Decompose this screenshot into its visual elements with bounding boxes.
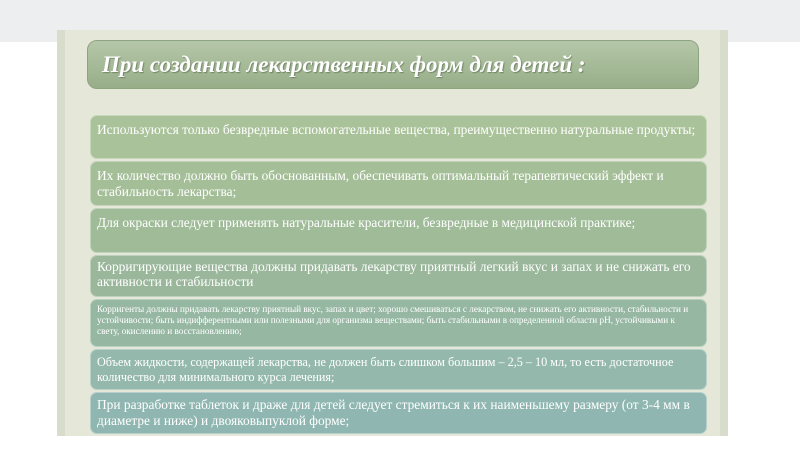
list-item (90, 208, 707, 253)
list-item-text: Объем жидкости, содержащей лекарства, не должен быть слишком большим – 2,5 – 10 мл, то есть достаточное количество для минимального курса лечения; (97, 355, 674, 384)
list-item-text: Для окраски следует применять натуральные красители, безвредные в медицинской практике; (97, 215, 636, 230)
list-item (90, 161, 707, 206)
list-item (90, 115, 707, 159)
slide-title: При создании лекарственных форм для детей : (102, 51, 586, 77)
slide-background (65, 30, 720, 436)
list-item-text: Используются только безвредные вспомогательные вещества, преимущественно натуральные продукты; (97, 122, 696, 137)
slide-title-bar (87, 40, 699, 89)
list-item-text: При разработке таблеток и драже для детей следует стремиться к их наименьшему размеру (от 3-4 мм в диаметре и ниже) и двояковыпуклой форме; (97, 397, 690, 428)
list-item (90, 255, 707, 297)
list-item (90, 299, 707, 347)
list-item (90, 349, 707, 390)
presentation-slide (57, 30, 728, 436)
list-item-text: Их количество должно быть обоснованным, обеспечивать оптимальный терапевтический эффект и стабильность лекарства; (97, 168, 664, 199)
list-item-text: Корригирующие вещества должны придавать лекарству приятный легкий вкус и запах и не снижать его активности и стабильности (97, 259, 691, 289)
list-item-text: Корригенты должны придавать лекарству приятный вкус, запах и цвет; хорошо смешиваться с лекарством, не снижать его активности, стабильности и устойчивости; быть индифферентными или полезными для организма веществами; быть стабильными в определенной области pH, устойчивыми к свету, окислению и восстановлению; (97, 304, 689, 336)
list-item (90, 392, 707, 434)
